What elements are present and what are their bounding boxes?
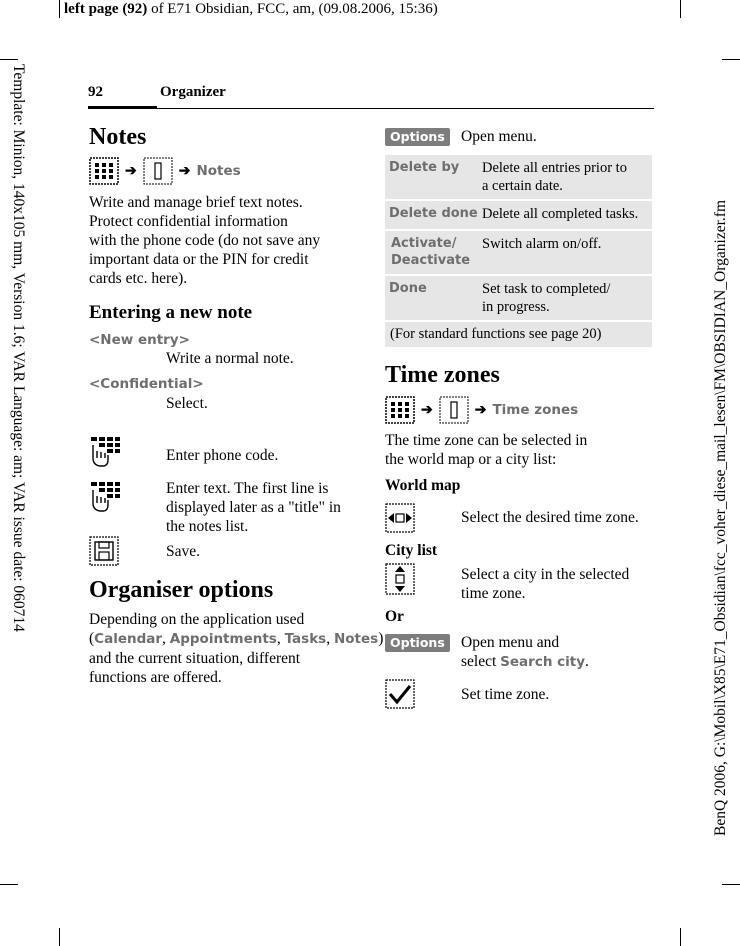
option-desc (482, 159, 650, 195)
options-softkey (385, 632, 450, 652)
notes-intro-line: cards etc. here). (89, 270, 188, 287)
crop-mark (0, 59, 18, 60)
organiser-line (89, 629, 383, 649)
crop-mark (680, 0, 681, 18)
step-text-line: displayed later as a "title" in (166, 499, 341, 516)
options-softkey (385, 126, 450, 146)
header-rule-thick (88, 106, 157, 109)
new-entry-key: <New entry> (89, 332, 190, 348)
option-desc-line: Delete all entries prior to (482, 160, 627, 176)
option-desc-line: a certain date. (482, 178, 563, 194)
time-zones-intro (385, 431, 587, 469)
organiser-options-title: Organiser options (89, 577, 274, 603)
option-desc (482, 280, 650, 316)
crop-mark (722, 884, 740, 885)
checkmark-icon (385, 679, 415, 709)
or-label: Or (385, 608, 404, 625)
city-list-desc (461, 565, 629, 603)
notes-nav-path (89, 157, 241, 185)
notes-intro-line: important data or the PIN for credit (89, 251, 309, 268)
options-search-line (461, 652, 589, 672)
appointments-keyword: Appointments (169, 631, 277, 647)
time-zones-intro-line: the world map or a city list: (385, 451, 557, 468)
option-desc-line: in progress. (482, 299, 550, 315)
options-search-desc (461, 633, 589, 672)
step-text-line: Enter text. The first line is (166, 480, 329, 497)
option-key-line: Activate/ (391, 236, 457, 251)
organizer-app-icon (143, 157, 173, 185)
new-entry-desc: Write a normal note. (166, 350, 294, 367)
period: . (585, 653, 589, 670)
print-info-line (64, 1, 438, 18)
organiser-line: functions are offered. (89, 669, 222, 686)
paren: ( (89, 630, 95, 647)
organiser-line: Depending on the application used (89, 611, 305, 628)
option-key: Done (389, 281, 427, 296)
keypad-icon (89, 436, 121, 468)
options-button: Options (385, 128, 450, 146)
option-key: Delete done (389, 206, 478, 221)
time-zones-nav-path (385, 396, 578, 424)
notes-intro (89, 193, 320, 288)
template-info: Template: Minion, 140x105 mm, Version 1.6; VAR Language: am; VAR issue date: 060714 (10, 64, 27, 632)
options-row-activate (385, 231, 652, 274)
crop-mark (59, 928, 60, 946)
notes-intro-line: Protect confidential information (89, 213, 288, 230)
section-title: Organizer (160, 84, 226, 100)
options-footnote-row (385, 322, 652, 347)
paren: ) (378, 630, 384, 647)
options-button: Options (385, 634, 450, 652)
organizer-app-icon (439, 396, 469, 424)
header-rule (157, 108, 654, 109)
arrow-right-icon: ➔ (125, 163, 137, 179)
arrow-right-icon: ➔ (178, 163, 191, 179)
organiser-options-text (89, 610, 383, 687)
arrow-right-icon: ➔ (474, 402, 487, 418)
options-row-delete-by (385, 155, 652, 199)
confidential-key: <Confidential> (89, 376, 204, 392)
option-key (391, 235, 470, 269)
notes-keyword: Notes (333, 631, 379, 647)
city-list-heading: City list (385, 542, 438, 559)
world-map-desc: Select the desired time zone. (461, 509, 639, 526)
option-key-line: Deactivate (391, 253, 471, 268)
option-desc-line: Switch alarm on/off. (482, 236, 602, 252)
step-phone-code: Enter phone code. (166, 447, 279, 464)
step-text-line: the notes list. (166, 518, 249, 535)
navigation-up-down-icon (385, 563, 415, 595)
print-info-rest: of E71 Obsidian, FCC, am, (09.08.2006, 15:36) (147, 1, 438, 17)
options-footnote: (For standard functions see page 20) (390, 326, 602, 342)
notes-title: Notes (89, 124, 147, 150)
search-city-keyword: Search city (500, 654, 586, 670)
separator: , (162, 630, 170, 647)
menu-grid-icon (385, 396, 415, 424)
option-desc (482, 235, 650, 253)
option-key: Delete by (389, 160, 460, 175)
step-enter-text (166, 479, 341, 536)
navigation-left-right-icon (385, 503, 415, 533)
calendar-keyword: Calendar (94, 631, 163, 647)
city-list-desc-line: time zone. (461, 585, 526, 602)
step-save: Save. (166, 543, 201, 560)
notes-intro-line: Write and manage brief text notes. (89, 194, 303, 211)
options-row-done (385, 276, 652, 320)
confidential-desc: Select. (166, 395, 208, 412)
option-desc-line: Set task to completed/ (482, 281, 611, 297)
select-word: select (461, 653, 501, 670)
file-path-info: BenQ 2006, G:\Mobil\X85\E71_Obsidian\fcc_voher_diese_mail_lesen\FM\OBSIDIAN_Organizer.fm (712, 200, 729, 836)
confirm-desc: Set time zone. (461, 686, 550, 703)
time-zones-title: Time zones (385, 362, 500, 388)
world-map-heading: World map (385, 477, 461, 494)
entering-note-heading: Entering a new note (89, 302, 253, 323)
save-softkey-icon (89, 536, 119, 566)
option-desc (482, 205, 650, 223)
notes-intro-line: with the phone code (do not save any (89, 232, 321, 249)
crop-mark (680, 928, 681, 946)
option-desc-line: Delete all completed tasks. (482, 206, 639, 222)
options-search-line: Open menu and (461, 634, 560, 651)
options-row-delete-done (385, 201, 652, 229)
options-desc: Open menu. (461, 128, 537, 145)
crop-mark (59, 0, 60, 18)
menu-grid-icon (89, 157, 119, 185)
print-info-bold: left page (92) (64, 1, 148, 17)
time-zones-intro-line: The time zone can be selected in (385, 432, 588, 449)
nav-notes-label: Notes (196, 163, 241, 179)
separator: , (326, 630, 334, 647)
page-number: 92 (88, 84, 103, 100)
tasks-keyword: Tasks (284, 631, 327, 647)
nav-time-zones-label: Time zones (492, 402, 579, 418)
city-list-desc-line: Select a city in the selected (461, 566, 630, 583)
keypad-icon (89, 481, 121, 513)
organiser-line: and the current situation, different (89, 650, 301, 667)
crop-mark (0, 884, 18, 885)
separator: , (276, 630, 285, 647)
arrow-right-icon: ➔ (421, 402, 433, 418)
crop-mark (722, 59, 740, 60)
